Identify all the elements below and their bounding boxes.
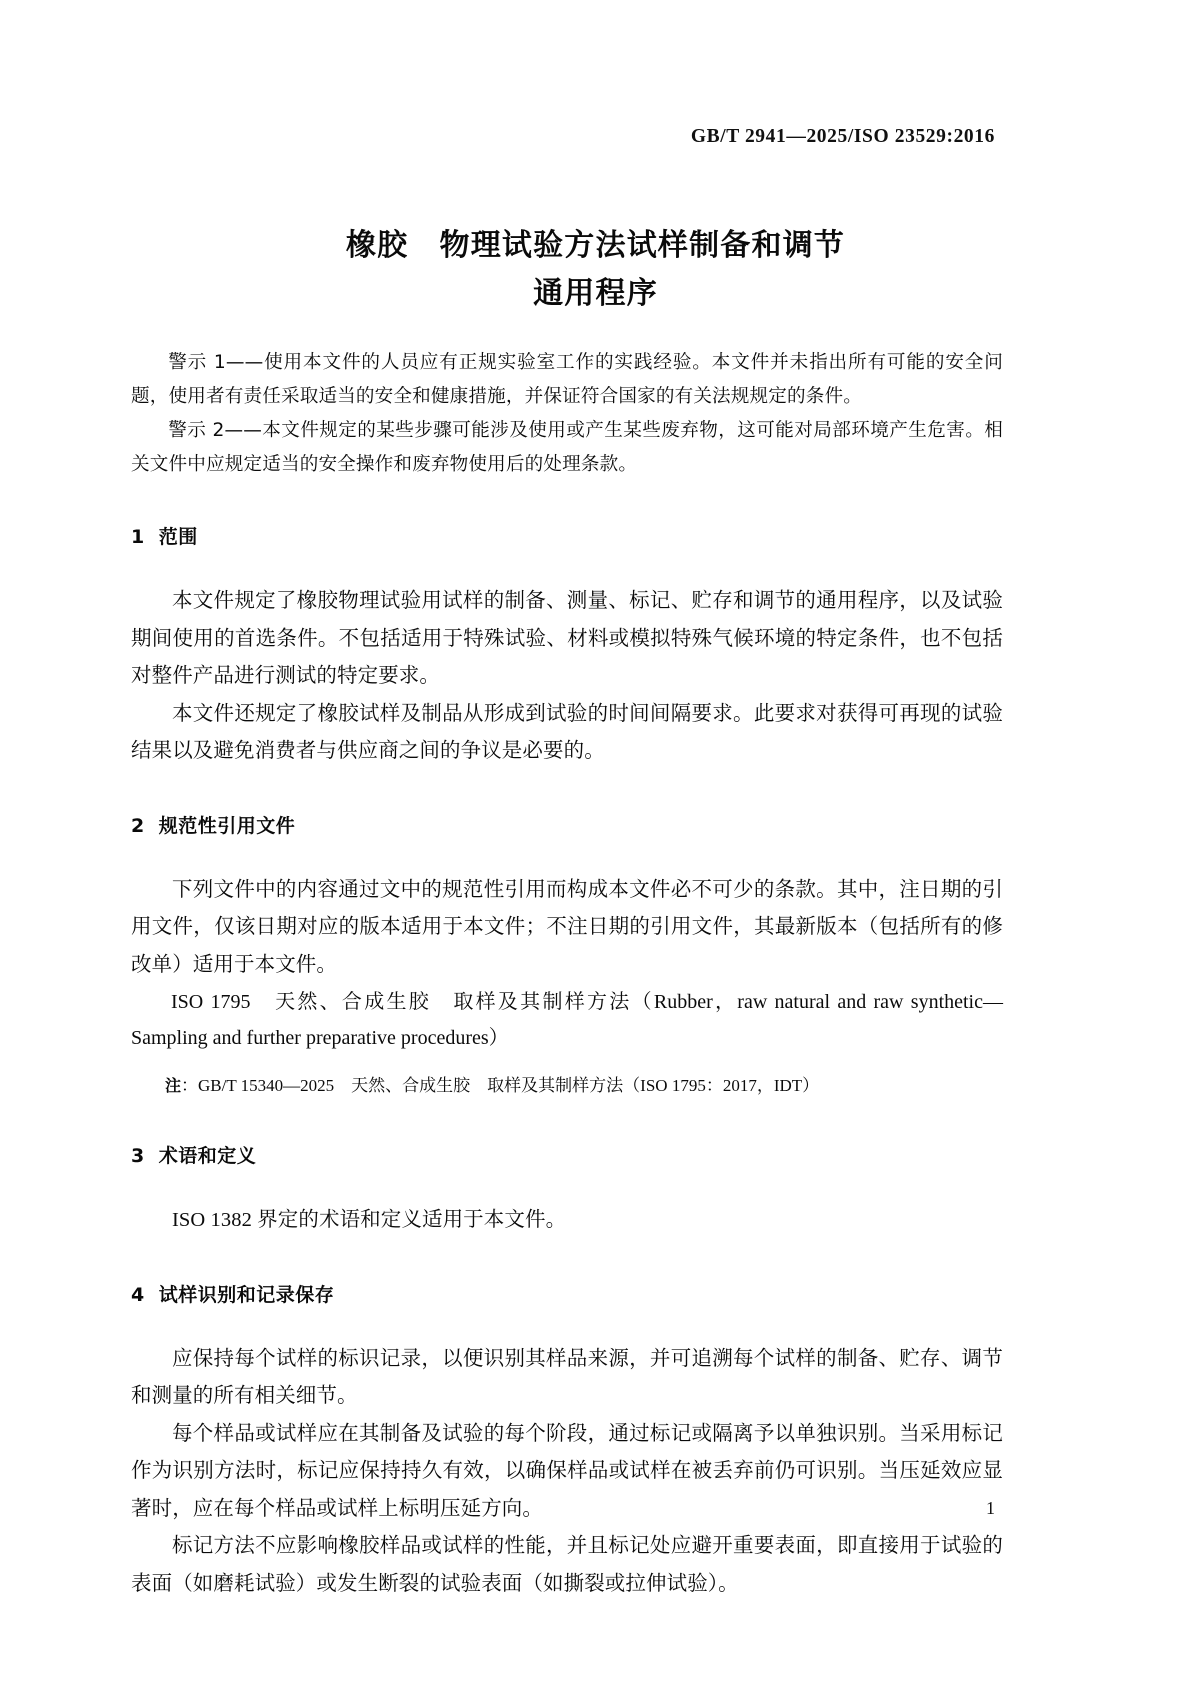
- page-number: 1: [986, 1498, 995, 1518]
- normative-reference-note: [131, 1070, 1003, 1101]
- document-title-line-2: 通用程序: [533, 276, 658, 311]
- spacer: [131, 838, 1003, 872]
- section-1-paragraph-1: 本文件规定了橡胶物理试验用试样的制备、测量、标记、贮存和调节的通用程序，以及试验期间使用的首选条件。不包括适用于特殊试验、材料或模拟特殊气候环境的特定条件，也不包括对整件产品进行测试的特定要求。: [131, 590, 1003, 687]
- section-3-paragraph-1: ISO 1382 界定的术语和定义适用于本文件。: [172, 1209, 567, 1231]
- section-4-paragraph-3: 标记方法不应影响橡胶样品或试样的性能，并且标记处应避开重要表面，即直接用于试验的表面（如磨耗试验）或发生断裂的试验表面（如撕裂或拉伸试验）。: [131, 1535, 1003, 1595]
- spacer: [131, 1168, 1003, 1202]
- section-number-3: 3: [131, 1145, 145, 1167]
- spacer: [131, 1056, 1003, 1070]
- document-title: [0, 222, 1191, 318]
- spacer: [131, 549, 1003, 583]
- section-heading-1: [131, 522, 1003, 549]
- section-4-paragraph-2: 每个样品或试样应在其制备及试验的每个阶段，通过标记或隔离予以单独识别。当采用标记作为识别方法时，标记应保持持久有效，以确保样品或试样在被丢弃前仍可识别。当压延效应显著时，应在每个样品或试样上标明压延方向。: [131, 1422, 1003, 1520]
- section-2-paragraph-1: 下列文件中的内容通过文中的规范性引用而构成本文件必不可少的条款。其中，注日期的引用文件，仅该日期对应的版本适用于本文件；不注日期的引用文件，其最新版本（包括所有的修改单）适用于本文件。: [131, 878, 1003, 976]
- note-body: ：GB/T 15340—2025 天然、合成生胶 取样及其制样方法（ISO 1795：2017，IDT）: [181, 1076, 820, 1095]
- document-title-line-1: 橡胶 物理试验方法试样制备和调节: [345, 228, 846, 263]
- section-number-2: 2: [131, 814, 145, 837]
- note-label: 注: [165, 1076, 182, 1095]
- warning-paragraph-2: 警示 2——本文件规定的某些步骤可能涉及使用或产生某些废弃物，这可能对局部环境产生危害。相关文件中应规定适当的安全操作和废弃物使用后的处理条款。: [131, 420, 1003, 475]
- section-title-4: 试样识别和记录保存: [158, 1283, 335, 1306]
- normative-reference-iso-1795: ISO 1795 天然、合成生胶 取样及其制样方法（Rubber，raw natural and raw synthetic—Sampling and further preparative procedures）: [131, 991, 1003, 1049]
- spacer: [131, 482, 1003, 522]
- section-title-2: 规范性引用文件: [158, 814, 296, 837]
- spacer: [131, 1240, 1003, 1280]
- spacer: [131, 1101, 1003, 1141]
- section-title-1: 范围: [158, 526, 198, 548]
- section-number-1: 1: [131, 526, 145, 548]
- section-4-paragraph-1: 应保持每个试样的标识记录，以便识别其样品来源，并可追溯每个试样的制备、贮存、调节和测量的所有相关细节。: [131, 1347, 1003, 1407]
- document-body: [131, 346, 1003, 1603]
- section-heading-4: [131, 1280, 1003, 1307]
- section-heading-3: [131, 1141, 1003, 1168]
- section-heading-2: [131, 811, 1003, 838]
- section-title-3: 术语和定义: [158, 1145, 257, 1167]
- spacer: [131, 1307, 1003, 1341]
- section-number-4: 4: [131, 1283, 145, 1306]
- spacer: [131, 771, 1003, 811]
- section-1-paragraph-2: 本文件还规定了橡胶试样及制品从形成到试验的时间间隔要求。此要求对获得可再现的试验结果以及避免消费者与供应商之间的争议是必要的。: [131, 702, 1003, 762]
- running-header-standard-code: GB/T 2941—2025/ISO 23529:2016: [690, 126, 995, 147]
- warning-paragraph-1: 警示 1——使用本文件的人员应有正规实验室工作的实践经验。本文件并未指出所有可能的安全问题，使用者有责任采取适当的安全和健康措施，并保证符合国家的有关法规规定的条件。: [131, 352, 1003, 407]
